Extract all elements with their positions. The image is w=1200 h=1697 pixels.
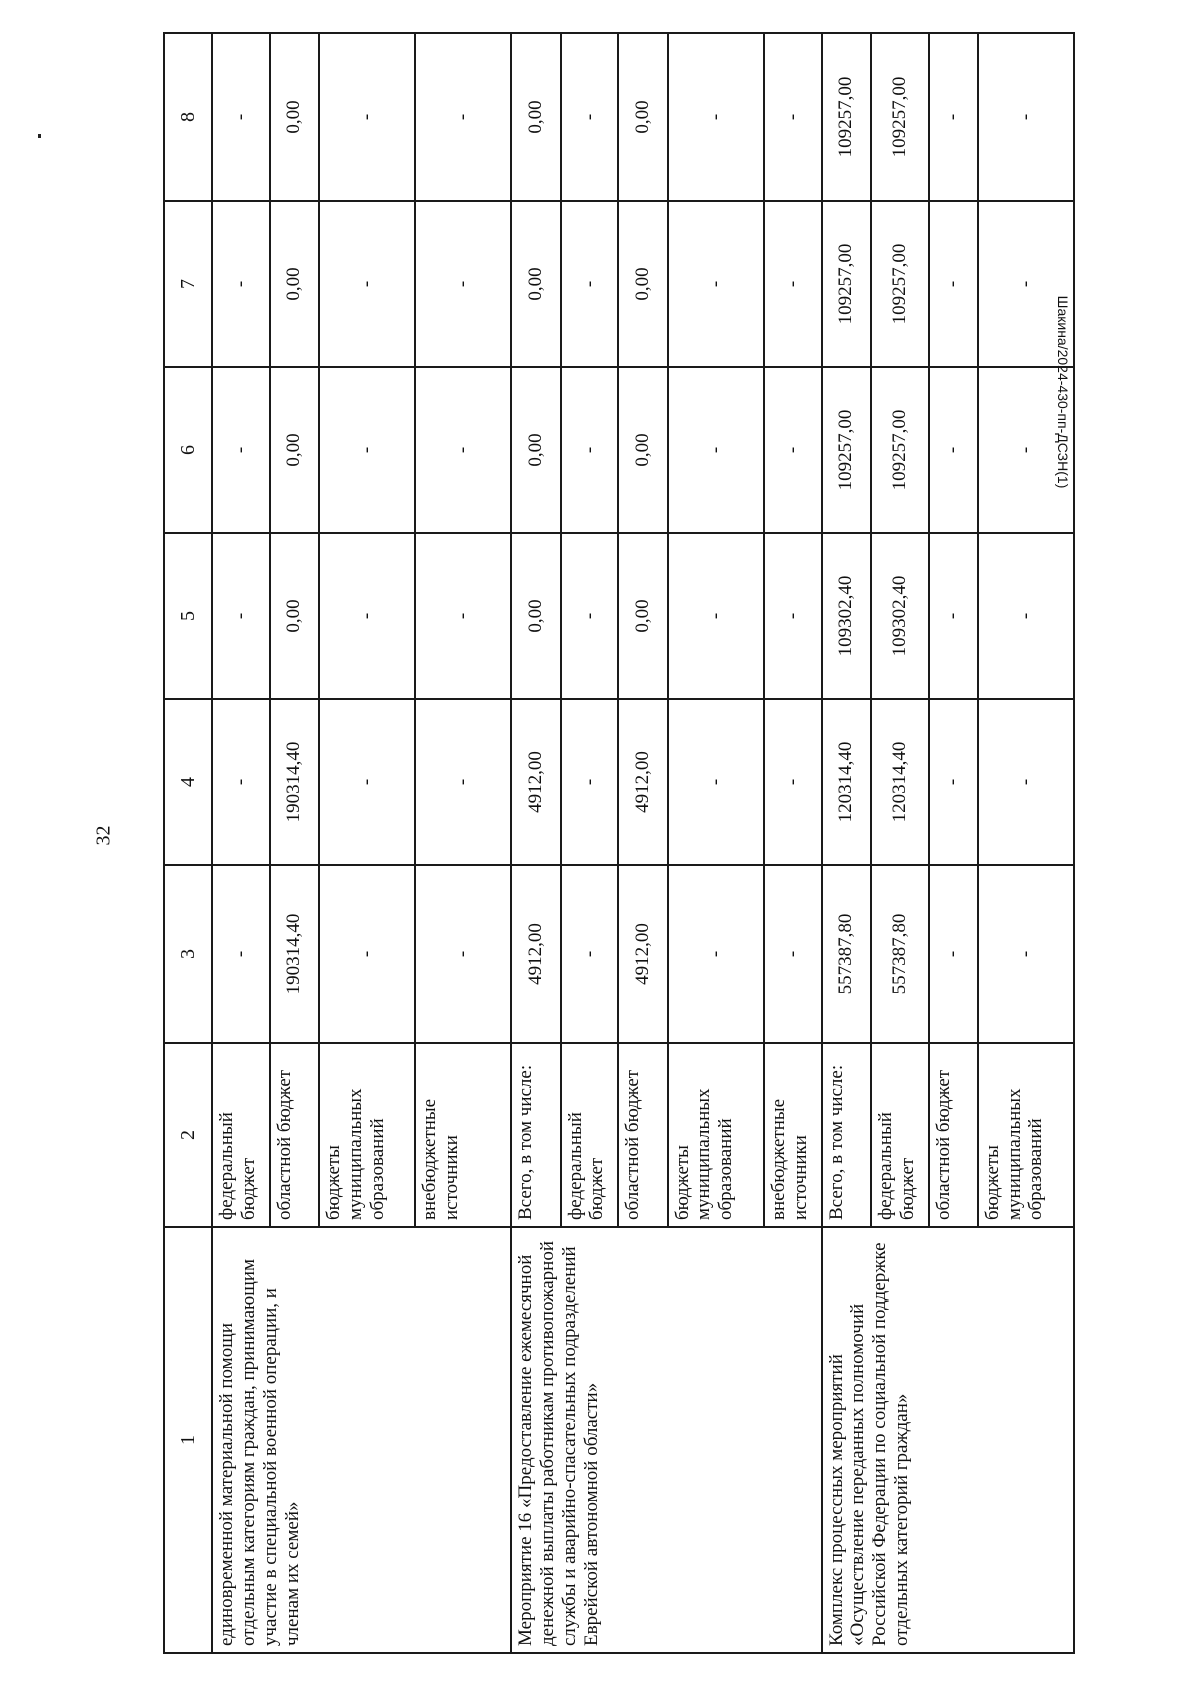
value-cell: 4912,00 [511,699,560,865]
value-cell: - [415,367,511,533]
value-cell: - [978,865,1074,1043]
header-cell: 4 [164,699,212,865]
header-cell: 3 [164,865,212,1043]
value-cell: 109257,00 [822,367,871,533]
value-cell: - [319,533,415,699]
value-cell: - [415,33,511,201]
value-cell: - [668,201,764,367]
header-cell: 1 [164,1227,212,1653]
value-cell: - [929,33,978,201]
value-cell: - [561,367,619,533]
table-row [822,33,871,1653]
value-cell: 120314,40 [822,699,871,865]
header-cell: 7 [164,201,212,367]
measure-name: Мероприятие 16 «Предоставление ежемесячной денежной выплаты работникам противопожарной службы и аварийно-спасательных подразделений Еврейской автономной области» [511,1227,821,1653]
value-cell: - [668,367,764,533]
value-cell: - [319,201,415,367]
table-row [212,33,270,1653]
funding-source: Всего, в том числе: [511,1043,560,1227]
header-cell: 8 [164,33,212,201]
value-cell: 4912,00 [511,865,560,1043]
value-cell: - [415,865,511,1043]
value-cell: 190314,40 [270,865,319,1043]
value-cell: - [319,865,415,1043]
value-cell: 109302,40 [822,533,871,699]
value-cell: 109257,00 [871,33,929,201]
value-cell: 557387,80 [822,865,871,1043]
value-cell: - [929,865,978,1043]
value-cell: 0,00 [511,533,560,699]
value-cell: 0,00 [270,201,319,367]
funding-source: федеральный бюджет [212,1043,270,1227]
value-cell: - [561,201,619,367]
value-cell: 120314,40 [871,699,929,865]
value-cell: - [978,699,1074,865]
value-cell: - [212,201,270,367]
value-cell: - [212,865,270,1043]
funding-source: областной бюджет [618,1043,667,1227]
funding-source: бюджеты муниципальных образований [319,1043,415,1227]
value-cell: - [561,865,619,1043]
value-cell: - [319,367,415,533]
value-cell: 557387,80 [871,865,929,1043]
value-cell: - [978,533,1074,699]
value-cell: - [764,865,822,1043]
value-cell: - [212,699,270,865]
value-cell: 0,00 [618,533,667,699]
value-cell: - [764,201,822,367]
value-cell: - [319,33,415,201]
funding-source: областной бюджет [929,1043,978,1227]
value-cell: - [415,533,511,699]
value-cell: - [978,33,1074,201]
value-cell: 0,00 [270,367,319,533]
value-cell: 190314,40 [270,699,319,865]
table-row [511,33,560,1653]
value-cell: 0,00 [270,33,319,201]
value-cell: - [978,201,1074,367]
funding-source: Всего, в том числе: [822,1043,871,1227]
value-cell: 0,00 [270,533,319,699]
value-cell: 0,00 [511,33,560,201]
value-cell: - [415,201,511,367]
value-cell: - [764,533,822,699]
funding-source: областной бюджет [270,1043,319,1227]
scan-speck [38,134,41,138]
document-id: Шакина/2024-430-пп-ДСЗН(1) [1055,295,1071,489]
value-cell: - [668,533,764,699]
value-cell: 4912,00 [618,865,667,1043]
header-cell: 2 [164,1043,212,1227]
financing-table [163,32,1075,1654]
value-cell: 0,00 [511,367,560,533]
value-cell: - [668,699,764,865]
value-cell: - [319,699,415,865]
rotated-table-frame [163,34,1075,1654]
funding-source: федеральный бюджет [871,1043,929,1227]
value-cell: - [764,33,822,201]
value-cell: - [929,367,978,533]
value-cell: - [212,533,270,699]
value-cell: 0,00 [618,201,667,367]
funding-source: бюджеты муниципальных образований [668,1043,764,1227]
value-cell: - [764,699,822,865]
page-number: 32 [92,825,115,846]
value-cell: - [929,201,978,367]
value-cell: - [929,533,978,699]
header-row [164,33,212,1653]
value-cell: 0,00 [511,201,560,367]
value-cell: - [561,699,619,865]
value-cell: 109257,00 [871,201,929,367]
funding-source: внебюджетные источники [415,1043,511,1227]
funding-source: бюджеты муниципальных образований [978,1043,1074,1227]
header-cell: 6 [164,367,212,533]
value-cell: - [212,33,270,201]
value-cell: - [668,865,764,1043]
value-cell: - [561,533,619,699]
value-cell: 0,00 [618,367,667,533]
value-cell: 0,00 [618,33,667,201]
value-cell: 109257,00 [822,201,871,367]
value-cell: - [415,699,511,865]
value-cell: - [978,367,1074,533]
value-cell: - [929,699,978,865]
value-cell: - [212,367,270,533]
funding-source: федеральный бюджет [561,1043,619,1227]
value-cell: - [668,33,764,201]
value-cell: 109257,00 [871,367,929,533]
value-cell: 109302,40 [871,533,929,699]
measure-name: единовременной материальной помощи отдельным категориям граждан, принимающим участие в специальной военной операции, и членам их семей» [212,1227,511,1653]
value-cell: - [764,367,822,533]
funding-source: внебюджетные источники [764,1043,822,1227]
value-cell: - [561,33,619,201]
value-cell: 4912,00 [618,699,667,865]
header-cell: 5 [164,533,212,699]
measure-name: Комплекс процессных мероприятий «Осуществление переданных полномочий Российской Федерации по социальной поддержке отдельных категорий граждан» [822,1227,1074,1653]
value-cell: 109257,00 [822,33,871,201]
